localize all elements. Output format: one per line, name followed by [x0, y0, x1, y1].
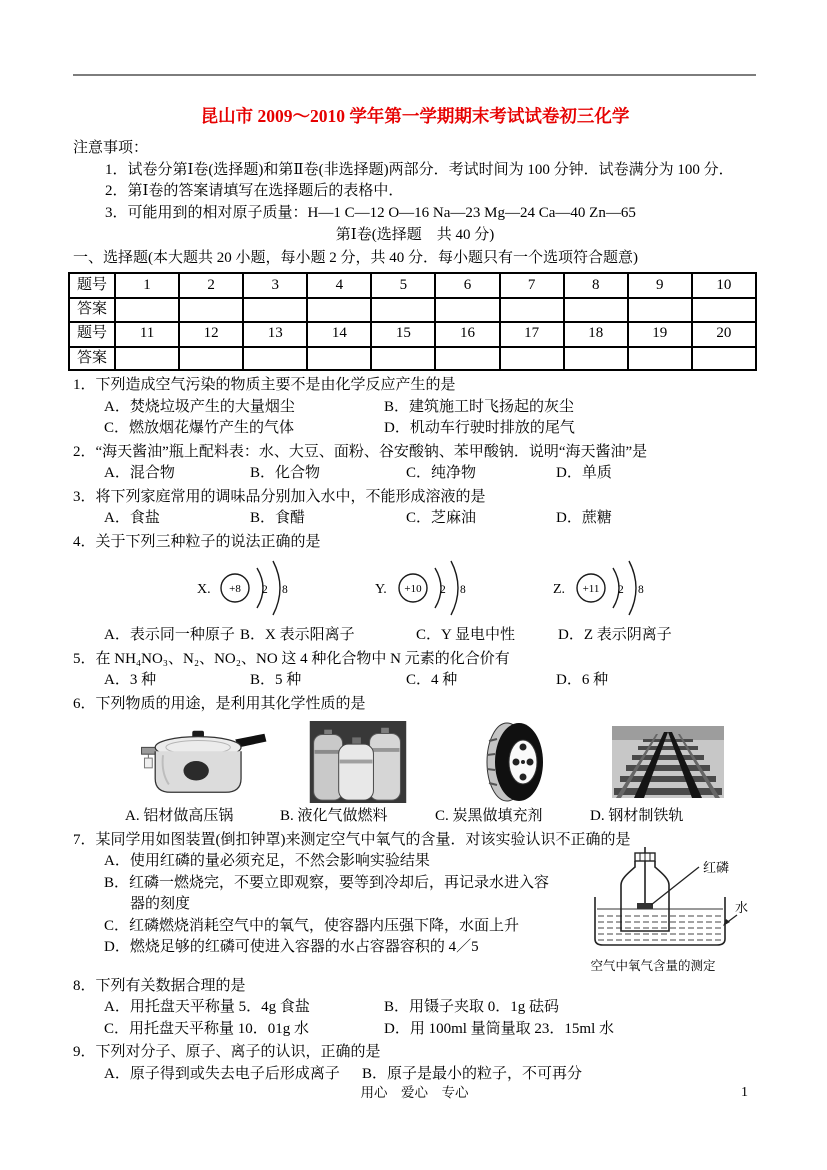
- option-b: B．X 表示阳离子: [240, 627, 355, 643]
- options: [104, 397, 757, 440]
- question-number-cell: 6: [435, 273, 499, 298]
- answer-blank-cell: [564, 298, 628, 322]
- option-c: C．Y 显电中性: [416, 627, 516, 643]
- notice-item: 1．试卷分第Ⅰ卷(选择题)和第Ⅱ卷(非选择题)两部分．考试时间为 100 分钟．试卷满分为 100 分．: [105, 161, 734, 178]
- answer-blank-cell: [243, 347, 307, 371]
- section-intro: 一、选择题(本大题共 20 小题，每小题 2 分，共 40 分．每小题只有一个选项符合题意): [73, 249, 638, 266]
- option-a: A．混合物: [104, 465, 175, 481]
- answer-blank-cell: [500, 347, 564, 371]
- figure-caption: C. 炭黑做填充剂: [435, 808, 543, 824]
- shell-electron-count: 8: [282, 584, 288, 596]
- option-d: D．6 种: [556, 672, 609, 688]
- question-6: [73, 694, 757, 828]
- answer-blank-cell: [628, 347, 692, 371]
- particle-label: X.: [197, 582, 211, 597]
- options: [104, 1064, 757, 1086]
- option-a: A．焚烧垃圾产生的大量烟尘: [104, 398, 295, 415]
- question-stem: 2．“海天酱油”瓶上配料表：水、大豆、面粉、谷安酸钠、苯甲酸钠．说明“海天酱油”是: [73, 443, 648, 460]
- row-label-number: 题号: [69, 322, 115, 347]
- table-row: [69, 322, 756, 347]
- page-title: 昆山市 2009～2010 学年第一学期期末考试试卷初三化学: [200, 106, 630, 126]
- answer-table: [68, 272, 757, 371]
- option-a: A．食盐: [104, 510, 160, 526]
- nucleus-charge: +11: [582, 583, 600, 595]
- question-number-cell: 4: [307, 273, 371, 298]
- question-2: [73, 442, 757, 485]
- question-number-cell: 17: [500, 322, 564, 347]
- question-number-cell: 20: [692, 322, 756, 347]
- answer-blank-cell: [307, 347, 371, 371]
- question-number-cell: 12: [179, 322, 243, 347]
- table-row: [69, 298, 756, 322]
- option-b: B．食醋: [250, 510, 306, 526]
- option-a: A．表示同一种原子: [104, 627, 235, 643]
- shell-electron-count: 2: [618, 584, 624, 596]
- atom-structure-diagram-y: [373, 555, 485, 621]
- table-row: [69, 347, 756, 371]
- answer-blank-cell: [692, 298, 756, 322]
- option-c: C．红磷燃烧消耗空气中的氧气，使容器内压强下降，水面上升: [104, 917, 520, 934]
- row-label-answer: 答案: [69, 347, 115, 371]
- answer-blank-cell: [115, 347, 179, 371]
- options: [104, 463, 757, 485]
- figure-c: [435, 721, 590, 828]
- answer-blank-cell: [435, 347, 499, 371]
- question-number-cell: 2: [179, 273, 243, 298]
- atom-structure-diagram-x: [195, 555, 307, 621]
- question-4: [73, 532, 757, 647]
- particle-label: Z.: [553, 582, 566, 597]
- page-number: 1: [741, 1085, 748, 1100]
- option-a: A．原子得到或失去电子后形成离子: [104, 1065, 340, 1082]
- shell-electron-count: 2: [262, 584, 268, 596]
- atom-structure-diagram-z: [551, 555, 663, 621]
- option-c: C．燃放烟花爆竹产生的气体: [104, 420, 295, 436]
- option-c: C．用托盘天平称量 10．01g 水: [104, 1020, 310, 1037]
- tire-image: [435, 721, 590, 803]
- option-c: C．芝麻油: [406, 510, 477, 526]
- option-d: D．单质: [556, 465, 612, 481]
- page-footer: [73, 1084, 756, 1102]
- question-stem: 5．在 NH₄NO₃、N₂、NO₂、NO 这 4 种化合物中 N 元素的化合价有: [73, 650, 510, 667]
- options: [104, 625, 757, 647]
- shell-electron-count: 8: [638, 584, 644, 596]
- question-number-cell: 15: [371, 322, 435, 347]
- option-a: A．使用红磷的量必须充足，不然会影响实验结果: [104, 853, 430, 869]
- answer-blank-cell: [307, 298, 371, 322]
- option-d: D．Z 表示阴离子: [558, 627, 672, 643]
- question-stem: 9．下列对分子、原子、离子的认识，正确的是: [73, 1044, 381, 1060]
- question-7: [73, 830, 757, 974]
- question-stem: 4．关于下列三种粒子的说法正确的是: [73, 533, 321, 550]
- figure-b: [280, 721, 435, 828]
- row-label-number: 题号: [69, 273, 115, 298]
- volume-heading: 第Ⅰ卷(选择题 共 40 分): [335, 227, 495, 243]
- options: [104, 508, 757, 530]
- figure-a: [125, 721, 280, 828]
- option-a: A．3 种: [104, 672, 157, 688]
- question-3: [73, 487, 757, 530]
- figure-caption: D. 钢材制铁轨: [590, 808, 684, 824]
- answer-blank-cell: [564, 347, 628, 371]
- oxygen-measurement-diagram: [549, 845, 757, 974]
- question-number-cell: 9: [628, 273, 692, 298]
- notice-item: 2．第Ⅰ卷的答案请填写在选择题后的表格中．: [105, 183, 404, 199]
- figure-d: [590, 721, 745, 828]
- particle-label: Y.: [375, 582, 387, 597]
- question-number-cell: 5: [371, 273, 435, 298]
- pressure-cooker-image: [125, 721, 280, 803]
- option-d: D．燃烧足够的红磷可使进入容器的水占容器容积的 4／5: [104, 939, 479, 955]
- question-figures: [125, 721, 757, 828]
- water-label: 水: [735, 900, 749, 915]
- notice-section: [73, 138, 757, 224]
- option-c: C．纯净物: [406, 465, 477, 481]
- particle-diagrams: [73, 553, 757, 623]
- answer-blank-cell: [692, 347, 756, 371]
- answer-blank-cell: [243, 298, 307, 322]
- question-number-cell: 18: [564, 322, 628, 347]
- notice-item: 3．可能用到的相对原子质量：H—1 C—12 O—16 Na—23 Mg—24 Ca—40 Zn—65: [105, 204, 636, 221]
- options: [104, 851, 549, 959]
- question-8: [73, 976, 757, 1041]
- answer-blank-cell: [500, 298, 564, 322]
- row-label-answer: 答案: [69, 298, 115, 322]
- table-row: [69, 273, 756, 298]
- question-number-cell: 13: [243, 322, 307, 347]
- option-b: B．原子是最小的粒子，不可再分: [362, 1065, 583, 1082]
- question-number-cell: 8: [564, 273, 628, 298]
- header-rule: [73, 74, 756, 76]
- railway-track-image: [590, 721, 745, 803]
- question-number-cell: 1: [115, 273, 179, 298]
- answer-blank-cell: [115, 298, 179, 322]
- question-number-cell: 19: [628, 322, 692, 347]
- option-d: D．蔗糖: [556, 510, 612, 526]
- answer-blank-cell: [179, 298, 243, 322]
- question-number-cell: 11: [115, 322, 179, 347]
- diagram-caption: 空气中氧气含量的测定: [590, 958, 716, 973]
- answer-blank-cell: [179, 347, 243, 371]
- question-9: [73, 1042, 757, 1085]
- option-b: B．建筑施工时飞扬起的灰尘: [384, 398, 575, 415]
- question-number-cell: 7: [500, 273, 564, 298]
- question-5: [73, 649, 757, 692]
- question-stem: 6．下列物质的用途，是利用其化学性质的是: [73, 695, 366, 712]
- page-content: [73, 100, 757, 1085]
- question-stem: 8．下列有关数据合理的是: [73, 977, 246, 994]
- answer-blank-cell: [435, 298, 499, 322]
- question-stem: 1．下列造成空气污染的物质主要不是由化学反应产生的是: [73, 377, 456, 393]
- red-phosphorus-label: 红磷: [703, 860, 730, 875]
- question-stem: 3．将下列家庭常用的调味品分别加入水中，不能形成溶液的是: [73, 488, 486, 505]
- answer-blank-cell: [371, 298, 435, 322]
- option-d: D．用 100ml 量筒量取 23．15ml 水: [384, 1020, 615, 1037]
- footer-motto: 用心 爱心 专心: [360, 1085, 469, 1100]
- figure-caption: B. 液化气做燃料: [280, 808, 388, 824]
- options: [104, 997, 757, 1040]
- nucleus-charge: +8: [229, 583, 241, 595]
- gas-cylinders-image: [280, 721, 435, 803]
- option-b: B．红磷一燃烧完，不要立即观察，要等到冷却后，再记录水进入容器的刻度: [104, 874, 550, 912]
- question-number-cell: 3: [243, 273, 307, 298]
- notice-heading: 注意事项：: [73, 140, 149, 156]
- option-b: B．5 种: [250, 672, 302, 688]
- option-d: D．机动车行驶时排放的尾气: [384, 420, 575, 436]
- option-b: B．化合物: [250, 465, 321, 481]
- question-number-cell: 16: [435, 322, 499, 347]
- question-1: [73, 375, 757, 440]
- options: [104, 670, 757, 692]
- question-number-cell: 14: [307, 322, 371, 347]
- option-b: B．用镊子夹取 0．1g 砝码: [384, 999, 560, 1015]
- question-stem: 7．某同学用如图装置(倒扣钟罩)来测定空气中氧气的含量．对该实验认识不正确的是: [73, 831, 631, 848]
- answer-blank-cell: [371, 347, 435, 371]
- option-a: A．用托盘天平称量 5．4g 食盐: [104, 999, 310, 1015]
- question-number-cell: 10: [692, 273, 756, 298]
- shell-electron-count: 8: [460, 584, 466, 596]
- answer-blank-cell: [628, 298, 692, 322]
- option-c: C．4 种: [406, 672, 458, 688]
- nucleus-charge: +10: [404, 583, 422, 595]
- figure-caption: A. 铝材做高压锅: [125, 808, 234, 824]
- shell-electron-count: 2: [440, 584, 446, 596]
